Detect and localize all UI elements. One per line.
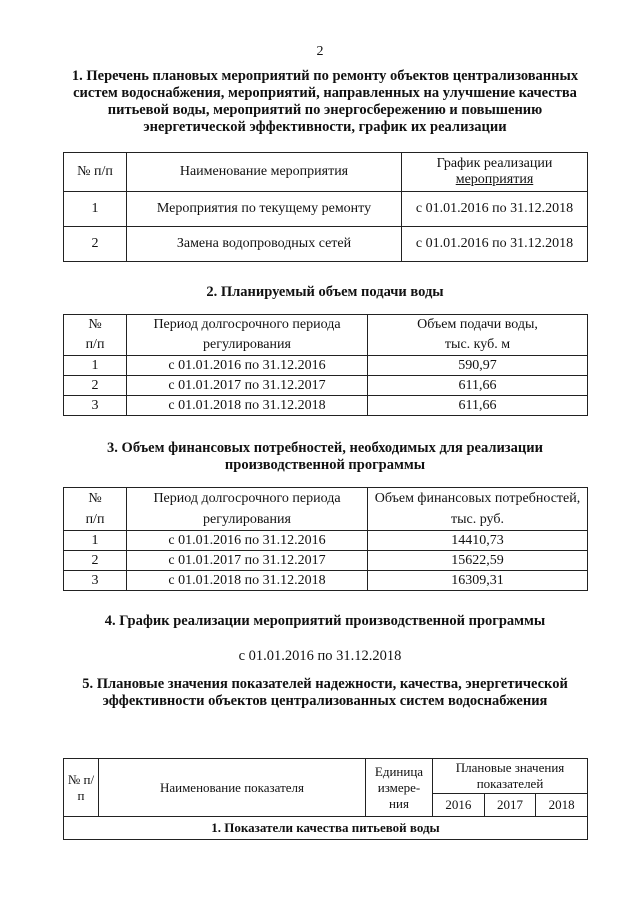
header-volume	[368, 315, 588, 356]
activities-table	[63, 152, 588, 262]
table-row	[64, 396, 588, 416]
row-value: 590,97	[368, 356, 588, 376]
header-schedule-line2: мероприятия	[455, 172, 534, 187]
header-num	[64, 488, 127, 531]
header-volume-line1: Объем финансовых потребностей,	[374, 491, 581, 506]
header-name: Наименование мероприятия	[127, 153, 402, 192]
header-num-line2: п/п	[85, 512, 105, 527]
section1-title: 1. Перечень плановых мероприятий по ремонту объектов централизованных систем водоснабжения, мероприятий, направленных на улучшение качества питьевой воды, мероприятий по энергосбережению и повышению энергетической эффективности, график их реализации	[71, 68, 579, 135]
indicators-table	[63, 758, 588, 840]
header-num-line2: п/п	[85, 337, 105, 352]
row-num: 2	[64, 376, 127, 396]
row-value: 16309,31	[368, 571, 588, 591]
header-name: Наименование показателя	[99, 759, 366, 817]
row-value: 611,66	[368, 396, 588, 416]
row-value: 14410,73	[368, 531, 588, 551]
header-volume	[368, 488, 588, 531]
row-period: с 01.01.2016 по 31.12.2016	[127, 356, 368, 376]
header-num: № п/п	[64, 759, 99, 817]
header-unit: Единица измере-ния	[366, 759, 433, 817]
table-row	[64, 571, 588, 591]
table-row	[64, 227, 588, 262]
section4-period: с 01.01.2016 по 31.12.2018	[238, 648, 402, 664]
header-period-line1: Период долгосрочного периода	[153, 317, 341, 332]
row-schedule: с 01.01.2016 по 31.12.2018	[402, 227, 588, 262]
header-period	[127, 315, 368, 356]
section5-title: 5. Плановые значения показателей надежности, качества, энергетической эффективности объектов централизованных систем водоснабжения	[82, 676, 568, 709]
row-schedule: с 01.01.2016 по 31.12.2018	[402, 192, 588, 227]
header-period-line2: регулирования	[203, 337, 291, 352]
row-name: Замена водопроводных сетей	[127, 227, 402, 262]
row-period: с 01.01.2016 по 31.12.2016	[127, 531, 368, 551]
header-year-2016: 2016	[433, 794, 485, 817]
header-volume-line1: Объем подачи воды,	[417, 317, 538, 332]
row-value: 15622,59	[368, 551, 588, 571]
table-row	[64, 376, 588, 396]
header-num-line1: №	[88, 491, 102, 506]
header-volume-line2: тыс. руб.	[451, 512, 504, 527]
table-row	[64, 192, 588, 227]
row-num: 1	[64, 356, 127, 376]
table-row	[64, 356, 588, 376]
section2-title: 2. Планируемый объем подачи воды	[206, 284, 444, 300]
subsection-water-quality: 1. Показатели качества питьевой воды	[64, 817, 588, 840]
header-period-line1: Период долгосрочного периода	[153, 491, 341, 506]
row-period: с 01.01.2017 по 31.12.2017	[127, 376, 368, 396]
header-period	[127, 488, 368, 531]
section3-title: 3. Объем финансовых потребностей, необходимых для реализации производственной программы	[107, 440, 543, 473]
row-num: 3	[64, 396, 127, 416]
header-period-line2: регулирования	[203, 512, 291, 527]
header-num: № п/п	[64, 153, 127, 192]
water-supply-table	[63, 314, 588, 416]
financial-needs-table	[63, 487, 588, 591]
row-num: 1	[64, 531, 127, 551]
row-num: 3	[64, 571, 127, 591]
row-num: 1	[64, 192, 127, 227]
header-volume-line2: тыс. куб. м	[444, 337, 511, 352]
row-num: 2	[64, 227, 127, 262]
row-name: Мероприятия по текущему ремонту	[127, 192, 402, 227]
row-num: 2	[64, 551, 127, 571]
header-planned: Плановые значения показателей	[433, 759, 588, 794]
header-schedule-line1: График реализации	[436, 156, 553, 171]
row-value: 611,66	[368, 376, 588, 396]
header-year-2018: 2018	[536, 794, 588, 817]
header-num	[64, 315, 127, 356]
section4-title: 4. График реализации мероприятий производственной программы	[104, 613, 546, 629]
row-period: с 01.01.2017 по 31.12.2017	[127, 551, 368, 571]
table-row	[64, 551, 588, 571]
header-year-2017: 2017	[484, 794, 536, 817]
row-period: с 01.01.2018 по 31.12.2018	[127, 571, 368, 591]
row-period: с 01.01.2018 по 31.12.2018	[127, 396, 368, 416]
header-schedule	[402, 153, 588, 192]
header-num-line1: №	[88, 317, 102, 332]
page-number: 2	[316, 44, 324, 59]
table-row	[64, 531, 588, 551]
